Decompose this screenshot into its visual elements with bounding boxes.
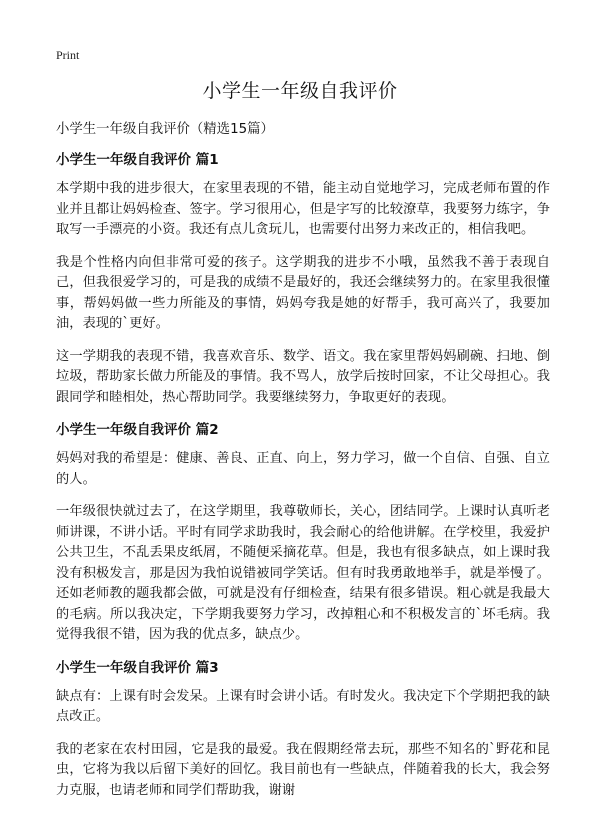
paragraph: 缺点有：上课有时会发呆。上课有时会讲小话。有时发火。我决定下个学期把我的缺点改正。	[56, 688, 550, 724]
paragraph: 一年级很快就过去了，在这学期里，我尊敬师长，关心，团结同学。上课时认真听老师讲课，不讲小话。平时有同学求助我时，我会耐心的给他讲解。在学校里，我爱护公共卫生，不乱丢果皮纸屑，不随便采摘花草。但是，我也有很多缺点，如上课时我没有积极发言，那是因为我怕说错被同学笑话。但有时我勇敢地举手，就是举慢了。还如老师教的题我都会做，可就是没有仔细检查，结果有很多错误。粗心就是我最大的毛病。所以我决定，下学期我要努力学习，改掉粗心和不积极发言的`坏毛病。我觉得我很不错，因为我的优点多，缺点少。	[56, 504, 550, 642]
paragraph: 妈妈对我的希望是：健康、善良、正直、向上，努力学习，做一个自信、自强、自立的人。	[56, 451, 550, 487]
print-link[interactable]: Print	[56, 48, 80, 62]
paragraph: 我的老家在农村田园，它是我的最爱。我在假期经常去玩，那些不知名的`野花和昆虫，它将为我以后留下美好的回忆。我目前也有一些缺点，伴随着我的长大，我会努力克服，也请老师和同学们帮助我，谢谢	[56, 741, 550, 798]
paragraph: 这一学期我的表现不错，我喜欢音乐、数学、语文。我在家里帮妈妈刷碗、扫地、倒垃圾，帮助家长做力所能及的事情。我不骂人，放学后按时回家，不让父母担心。我跟同学和睦相处，热心帮助同学。我要继续努力，争取更好的表现。	[56, 348, 550, 405]
article-body	[56, 120, 550, 813]
section-heading: 小学生一年级自我评价 篇2	[56, 422, 219, 438]
section-1	[56, 150, 550, 408]
section-heading: 小学生一年级自我评价 篇1	[56, 152, 219, 168]
article-subtitle: 小学生一年级自我评价（精选15篇）	[56, 122, 274, 137]
paragraph: 本学期中我的进步很大，在家里表现的不错，能主动自觉地学习，完成老师布置的作业并且都让妈妈检查、签字。学习很用心，但是字写的比较潦草，我要努力练字，争取写一手漂亮的小资。我还有点儿贪玩儿，也需要付出努力来改正的，相信我吧。	[56, 181, 550, 237]
section-2	[56, 420, 550, 646]
page-title: 小学生一年级自我评价	[202, 80, 398, 102]
paragraph: 我是个性格内向但非常可爱的孩子。这学期我的进步不小哦，虽然我不善于表现自己，但我很爱学习的，可是我的成绩不是最好的，我还会继续努力的。在家里我很懂事，帮妈妈做一些力所能及的事情，妈妈夸我是她的好帮手，我可高兴了，我要加油，表现的`更好。	[56, 254, 550, 331]
section-3	[56, 658, 550, 802]
section-heading: 小学生一年级自我评价 篇3	[56, 659, 219, 676]
